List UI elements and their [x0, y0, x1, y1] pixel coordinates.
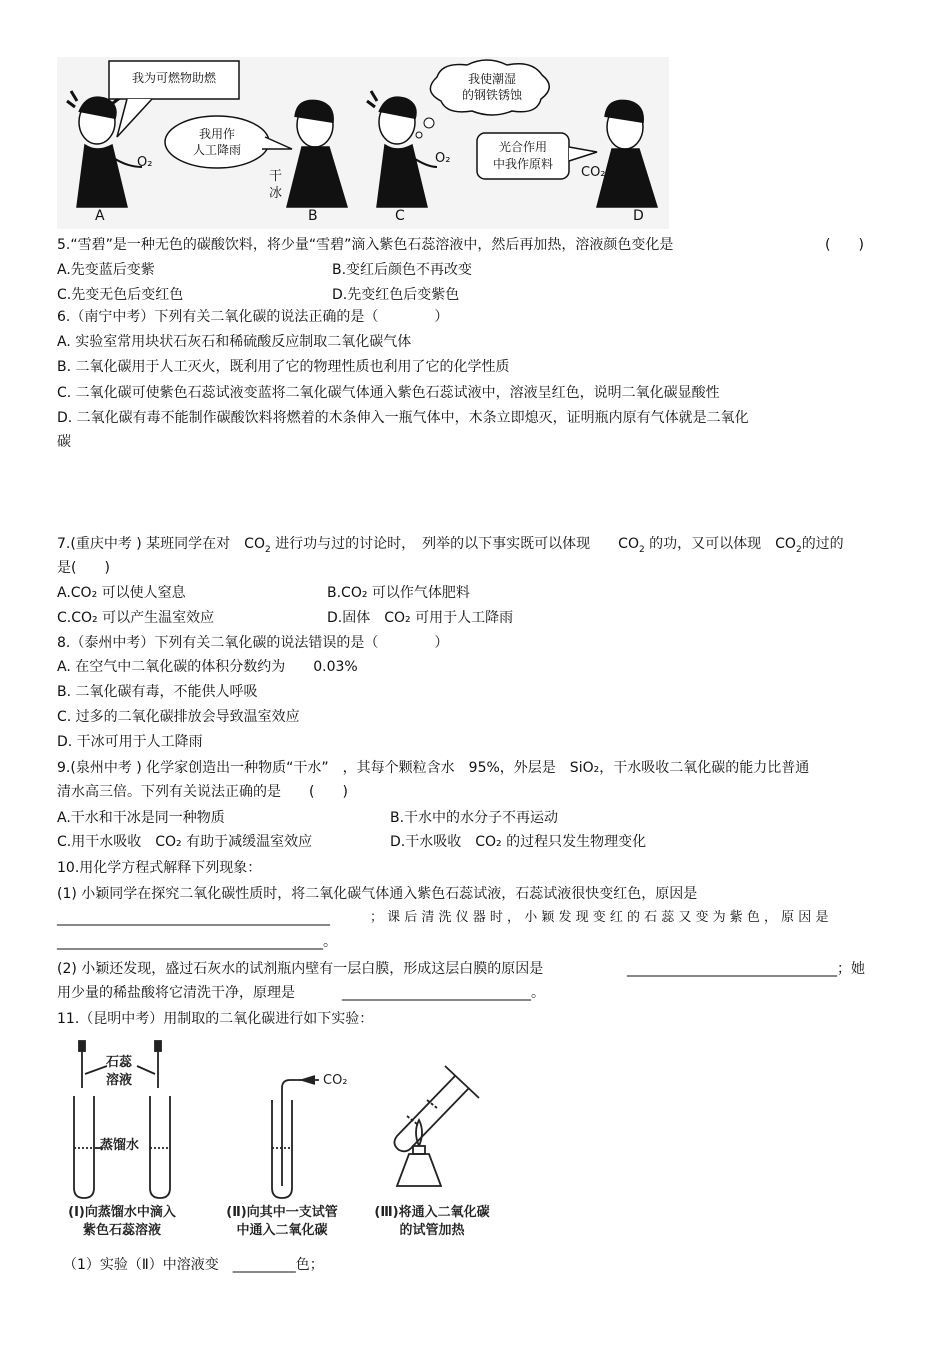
ganbing-label-2: 冰 — [269, 186, 283, 201]
q11-sub1: （1）实验（Ⅱ）中溶液变 _________色； — [63, 1257, 324, 1273]
q10-part2-blank1[interactable]: ______________________________；她 — [627, 961, 865, 977]
q8-stem: 8.（泰州中考）下列有关二氧化碳的说法错误的是（ ） — [57, 635, 449, 651]
q7-sub-1: 2 — [264, 544, 271, 555]
letter-c: C — [395, 208, 405, 224]
q10-part2-line1-text: (2) 小颖还发现，盛过石灰水的试剂瓶内壁有一层白膜，形成这层白膜的原因是 — [57, 961, 544, 977]
q6-option-d-line2: 碳 — [57, 434, 71, 450]
label-co2: CO₂ — [323, 1073, 348, 1088]
q10-part1-line2-text: ； 课 后 清 洗 仪 器 时 ， 小 颖 发 现 变 红 的 石 蕊 又 变 为 紫 色 ， 原 因 是 — [370, 910, 829, 925]
caption-3-line1: (Ⅲ)将通入二氧化碳 — [374, 1205, 490, 1220]
q5-option-d: D.先变红色后变紫色 — [332, 287, 460, 303]
q5-stem: 5.“雪碧”是一种无色的碳酸饮料，将少量“雪碧”滴入紫色石蕊溶液中，然后再加热，溶液颜色变化是 — [57, 237, 674, 253]
label-water: 蒸馏水 — [100, 1138, 140, 1153]
caption-1-line2: 紫色石蕊溶液 — [82, 1223, 161, 1238]
q7-stem-part-c: 的功，又可以体现 CO — [649, 536, 796, 552]
bubble-c-text-2: 的钢铁锈蚀 — [461, 88, 522, 102]
letter-b: B — [308, 208, 318, 224]
q5-paren: ( ) — [825, 237, 864, 253]
q7-sub-3: 2 — [795, 544, 802, 555]
letter-a: A — [95, 208, 105, 224]
q7-option-a: A.CO₂ 可以使人窒息 — [57, 585, 186, 601]
q7-option-c: C.CO₂ 可以产生温室效应 — [57, 610, 215, 626]
q6-option-d-line1: D. 二氧化碳有毒不能制作碳酸饮料将燃着的木条伸入一瓶气体中，木条立即熄灭，证明瓶内原有气体就是二氧化 — [57, 410, 749, 426]
q9-stem-line1: 9.(泉州中考 ) 化学家创造出一种物质“干水” ，其每个颗粒含水 95%，外层是 SiO₂，干水吸收二氧化碳的能力比普通 — [57, 760, 810, 776]
bubble-b-text-1: 我用作 — [198, 127, 235, 141]
caption-1-line1: (Ⅰ)向蒸馏水中滴入 — [68, 1205, 176, 1220]
bubble-d-text-2: 中我作原料 — [492, 157, 553, 171]
q5-option-c: C.先变无色后变红色 — [57, 287, 184, 303]
letter-d: D — [633, 208, 644, 224]
q7-option-d: D.固体 CO₂ 可用于人工降雨 — [327, 610, 514, 626]
caption-3-line2: 的试管加热 — [399, 1223, 465, 1238]
q9-option-d: D.干水吸收 CO₂ 的过程只发生物理变化 — [390, 834, 647, 850]
bubble-a-text: 我为可燃物助燃 — [131, 71, 216, 85]
q8-option-d: D. 干冰可用于人工降雨 — [57, 734, 203, 750]
q6-option-c: C. 二氧化碳可使紫色石蕊试液变蓝将二氧化碳气体通入紫色石蕊试液中，溶液呈红色，说明二氧化碳显酸性 — [57, 385, 720, 401]
q11-stem: 11.（昆明中考）用制取的二氧化碳进行如下实验： — [57, 1011, 374, 1027]
q10-part1-blank1[interactable]: _______________________________________ — [57, 910, 330, 926]
q9-option-b: B.干水中的水分子不再运动 — [390, 810, 559, 826]
q8-option-a: A. 在空气中二氧化碳的体积分数约为 0.03% — [57, 659, 358, 675]
ganbing-label-1: 干 — [269, 169, 283, 184]
q10-part2-line2-text: 用少量的稀盐酸将它清洗干净，原理是 — [57, 985, 295, 1001]
q6-option-b: B. 二氧化碳用于人工灭火，既利用了它的物理性质也利用了它的化学性质 — [57, 359, 510, 375]
q10-part1-blank2[interactable]: ______________________________________。 — [57, 934, 337, 950]
q11-experiment-figure — [57, 1036, 507, 1246]
o2-label-c: O₂ — [435, 151, 451, 166]
o2-label-a: O₂ — [137, 155, 153, 170]
q7-stem-part-d: 的过的 — [801, 536, 844, 552]
q5-option-a: A.先变蓝后变紫 — [57, 262, 155, 278]
bubble-d-text-1: 光合作用 — [498, 140, 547, 154]
q10-part1-line1: (1) 小颖同学在探究二氧化碳性质时，将二氧化碳气体通入紫色石蕊试液，石蕊试液很快变红色，原因是 — [57, 886, 698, 902]
bubble-b-text-2: 人工降雨 — [192, 143, 241, 157]
label-shirui-2: 溶液 — [106, 1073, 133, 1088]
q7-sub-2: 2 — [638, 544, 645, 555]
q10-part2-blank2[interactable]: ___________________________。 — [342, 985, 545, 1001]
q5-option-b: B.变红后颜色不再改变 — [332, 262, 473, 278]
q7-stem-line2: 是( ) — [57, 560, 110, 576]
label-shirui-1: 石蕊 — [106, 1055, 133, 1070]
q7-option-b: B.CO₂ 可以作气体肥料 — [327, 585, 470, 601]
caption-2-line2: 中通入二氧化碳 — [236, 1223, 328, 1238]
q7-stem-part-b: 进行功与过的讨论时， 列举的以下事实既可以体现 CO — [275, 536, 639, 552]
q9-option-c: C.用干水吸收 CO₂ 有助于减缓温室效应 — [57, 834, 313, 850]
q9-stem-line2: 清水高三倍。下列有关说法正确的是 ( ) — [57, 784, 348, 800]
q6-option-a: A. 实验室常用块状石灰石和稀硫酸反应制取二氧化碳气体 — [57, 334, 412, 350]
q6-stem: 6.（南宁中考）下列有关二氧化碳的说法正确的是（ ） — [57, 309, 449, 325]
q10-stem: 10.用化学方程式解释下列现象： — [57, 860, 262, 876]
caption-2-line1: (Ⅱ)向其中一支试管 — [226, 1205, 338, 1220]
bubble-c-text-1: 我使潮湿 — [467, 72, 516, 86]
q7-stem — [57, 535, 844, 559]
q7-stem-part-a: 7.(重庆中考 ) 某班同学在对 CO — [57, 536, 265, 552]
q8-option-c: C. 过多的二氧化碳排放会导致温室效应 — [57, 709, 300, 725]
q9-option-a: A.干水和干冰是同一种物质 — [57, 810, 225, 826]
co2-label-d: CO₂ — [581, 165, 606, 180]
cartoon-strip — [57, 57, 669, 229]
q8-option-b: B. 二氧化碳有毒，不能供人呼吸 — [57, 684, 258, 700]
